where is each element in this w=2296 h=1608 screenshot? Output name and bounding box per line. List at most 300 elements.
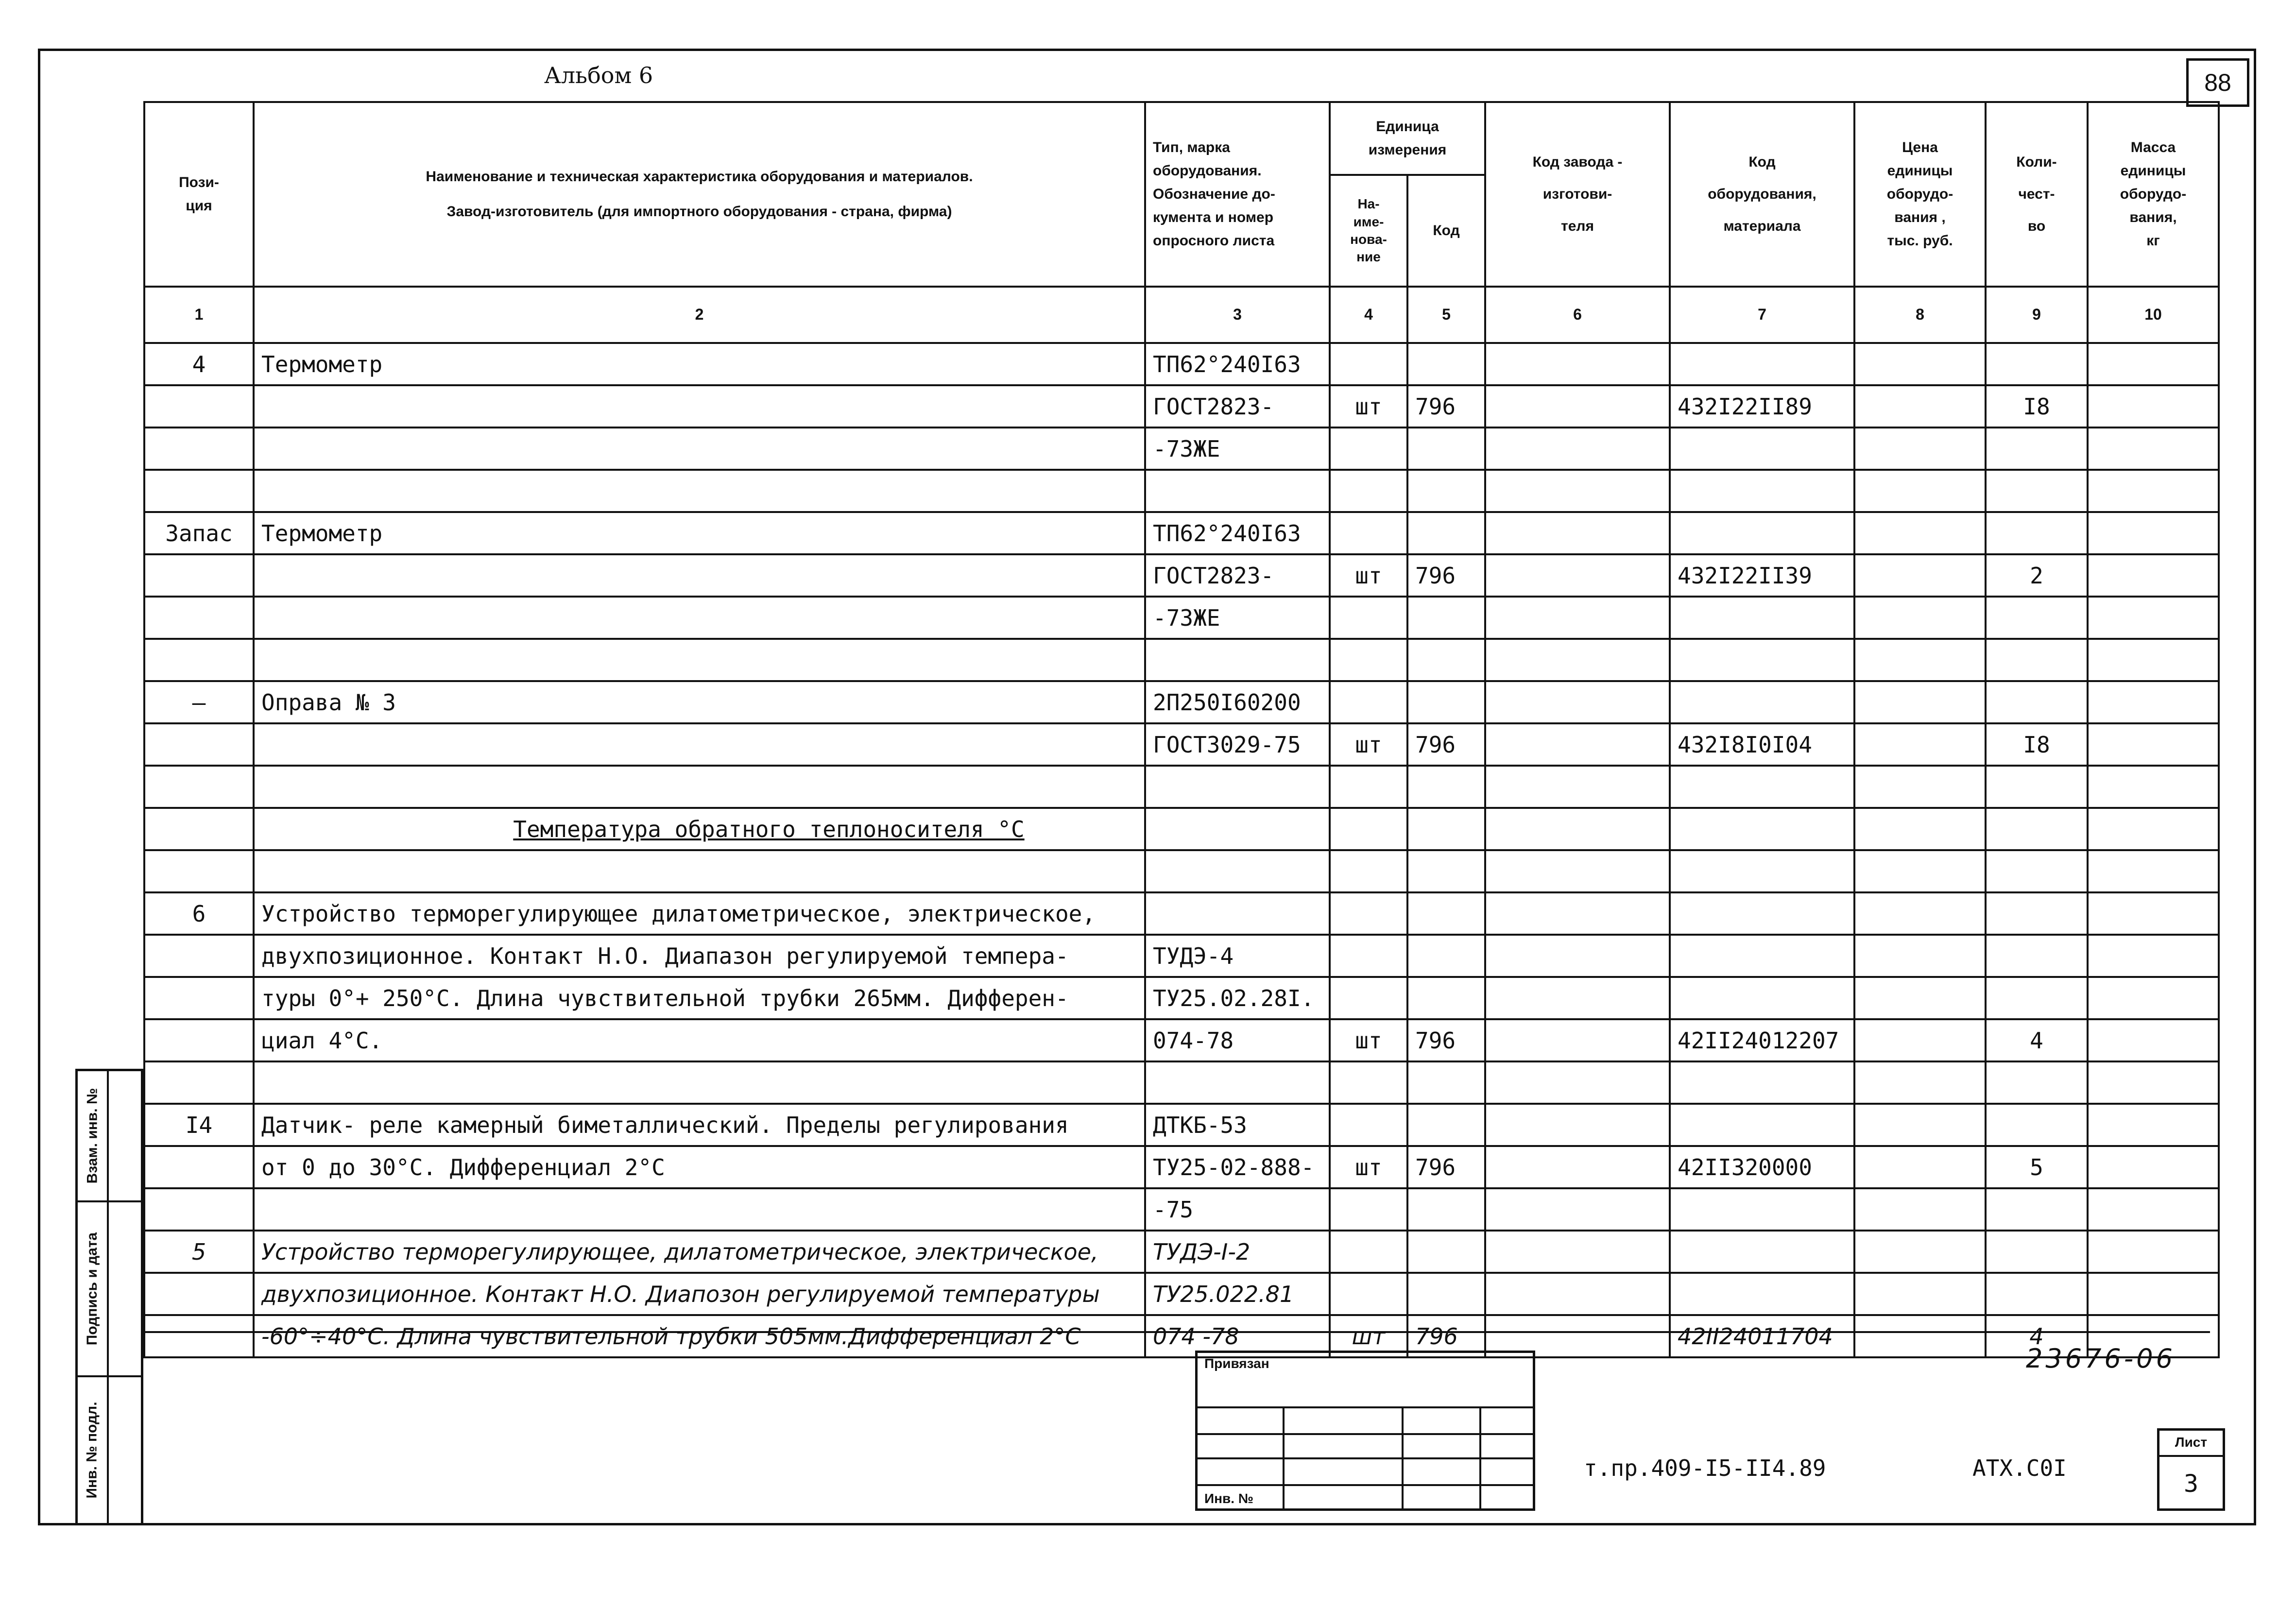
cell-pos <box>144 850 254 892</box>
cell-factory <box>1485 808 1670 850</box>
cell-mass <box>2088 1061 2219 1104</box>
cell-code <box>1407 512 1485 554</box>
cell-factory <box>1485 385 1670 428</box>
cell-code <box>1407 1231 1485 1273</box>
sheet-label: Лист <box>2159 1431 2223 1457</box>
col-number: 4 <box>1330 287 1407 343</box>
cell-equip: 432I22II89 <box>1670 385 1854 428</box>
cell-code <box>1407 850 1485 892</box>
cell-name: Датчик- реле камерный биметаллический. Пределы регулирования <box>254 1104 1145 1146</box>
stamp-line <box>1198 1457 1533 1459</box>
cell-name <box>254 723 1145 766</box>
cell-price <box>1854 1231 1986 1273</box>
cell-qty <box>1986 343 2088 385</box>
stamp-line <box>1198 1484 1533 1486</box>
cell-unit <box>1330 850 1407 892</box>
header-unit-name: На- име- нова- ние <box>1330 175 1407 287</box>
cell-name <box>254 554 1145 597</box>
cell-code: 796 <box>1407 554 1485 597</box>
cell-price <box>1854 512 1986 554</box>
cell-qty: I8 <box>1986 385 2088 428</box>
cell-equip <box>1670 639 1854 681</box>
cell-mass <box>2088 554 2219 597</box>
cell-equip <box>1670 343 1854 385</box>
header-equipment-code: Код оборудования, материала <box>1670 102 1854 287</box>
cell-pos <box>144 808 254 850</box>
cell-mass <box>2088 428 2219 470</box>
cell-name: Устройство терморегулирующее, дилатометрическое, электрическое, <box>254 1231 1145 1273</box>
cell-qty <box>1986 1231 2088 1273</box>
col-number: 2 <box>254 287 1145 343</box>
cell-equip <box>1670 766 1854 808</box>
sheet-number: 3 <box>2183 1470 2199 1498</box>
table-row <box>144 850 2219 892</box>
cell-type: 2П250I60200 <box>1145 681 1330 723</box>
cell-equip: 432I8I0I04 <box>1670 723 1854 766</box>
cell-mass <box>2088 1104 2219 1146</box>
stamp-privyazan: Привязан <box>1204 1356 1269 1371</box>
cell-code <box>1407 977 1485 1019</box>
cell-qty <box>1986 512 2088 554</box>
cell-qty <box>1986 850 2088 892</box>
cell-mass <box>2088 597 2219 639</box>
header-price: Цена единицы оборудо- вания , тыс. руб. <box>1854 102 1986 287</box>
cell-qty <box>1986 935 2088 977</box>
cell-name: Температура обратного теплоносителя °C <box>254 808 1145 850</box>
cell-unit <box>1330 470 1407 512</box>
cell-qty <box>1986 808 2088 850</box>
cell-equip <box>1670 1273 1854 1315</box>
cell-factory <box>1485 343 1670 385</box>
cell-equip <box>1670 470 1854 512</box>
cell-code <box>1407 428 1485 470</box>
cell-price <box>1854 639 1986 681</box>
cell-code <box>1407 892 1485 935</box>
cell-price <box>1854 1146 1986 1188</box>
cell-pos: 6 <box>144 892 254 935</box>
cell-mass <box>2088 1188 2219 1231</box>
cell-name: двухпозиционное. Контакт Н.О. Диапазон регулируемой темпера- <box>254 935 1145 977</box>
cell-code: 796 <box>1407 1146 1485 1188</box>
cell-code: 796 <box>1407 723 1485 766</box>
table-row <box>144 1273 2219 1315</box>
header-unit-group: Единица измерения <box>1330 102 1485 175</box>
cell-pos <box>144 1315 254 1357</box>
album-title: Альбом 6 <box>544 62 653 88</box>
table-row <box>144 1061 2219 1104</box>
cell-pos <box>144 1273 254 1315</box>
table-body <box>144 343 2219 1357</box>
table-row <box>144 470 2219 512</box>
cell-qty <box>1986 681 2088 723</box>
cell-qty <box>1986 470 2088 512</box>
cell-factory <box>1485 428 1670 470</box>
cell-pos <box>144 428 254 470</box>
cell-mass <box>2088 639 2219 681</box>
cell-factory <box>1485 597 1670 639</box>
cell-price <box>1854 343 1986 385</box>
col-number: 1 <box>144 287 254 343</box>
cell-type: ГОСТ2823- <box>1145 385 1330 428</box>
header-quantity: Коли- чест- во <box>1986 102 2088 287</box>
cell-name <box>254 428 1145 470</box>
cell-mass <box>2088 681 2219 723</box>
cell-price <box>1854 892 1986 935</box>
cell-pos: 5 <box>144 1231 254 1273</box>
cell-equip: 42II24012207 <box>1670 1019 1854 1061</box>
cell-type: -73ЖЕ <box>1145 428 1330 470</box>
cell-price <box>1854 977 1986 1019</box>
cell-equip <box>1670 977 1854 1019</box>
cell-pos: – <box>144 681 254 723</box>
cell-code <box>1407 681 1485 723</box>
cell-factory <box>1485 470 1670 512</box>
cell-factory <box>1485 935 1670 977</box>
cell-pos <box>144 935 254 977</box>
table-row <box>144 1104 2219 1146</box>
cell-pos <box>144 1146 254 1188</box>
header-position: Пози- ция <box>144 102 254 287</box>
stamp-line <box>1402 1406 1404 1511</box>
cell-code <box>1407 470 1485 512</box>
cell-name: -60°÷40°С. Длина чувствительной трубки 505мм.Дифференциал 2°С <box>254 1315 1145 1357</box>
cell-type <box>1145 639 1330 681</box>
cell-unit: шт <box>1330 554 1407 597</box>
cell-price <box>1854 428 1986 470</box>
side-stamp-strip <box>75 1069 143 1525</box>
cell-name: циал 4°С. <box>254 1019 1145 1061</box>
side-label-inv-vzam: Взам. инв. № <box>84 1088 101 1184</box>
cell-qty <box>1986 1273 2088 1315</box>
cell-code: 796 <box>1407 1019 1485 1061</box>
cell-mass <box>2088 850 2219 892</box>
cell-equip <box>1670 428 1854 470</box>
stamp-line <box>1198 1433 1533 1435</box>
cell-factory <box>1485 892 1670 935</box>
side-cell-sign-date <box>78 1202 141 1377</box>
stamp-inv-no: Инв. № <box>1204 1491 1254 1506</box>
header-factory-code: Код завода - изготови- теля <box>1485 102 1670 287</box>
cell-factory <box>1485 1231 1670 1273</box>
cell-code: 796 <box>1407 1315 1485 1357</box>
stamp-line <box>1198 1406 1533 1408</box>
cell-unit <box>1330 639 1407 681</box>
cell-factory <box>1485 1019 1670 1061</box>
cell-mass <box>2088 723 2219 766</box>
cell-unit <box>1330 1273 1407 1315</box>
cell-type: 074 -78 <box>1145 1315 1330 1357</box>
cell-unit <box>1330 681 1407 723</box>
cell-type: ТУДЭ-I-2 <box>1145 1231 1330 1273</box>
bottom-block-line <box>143 1331 2210 1333</box>
sheet-box <box>2157 1428 2225 1511</box>
cell-name <box>254 385 1145 428</box>
cell-unit: шт <box>1330 1019 1407 1061</box>
cell-equip <box>1670 1104 1854 1146</box>
cell-code <box>1407 766 1485 808</box>
cell-price <box>1854 1273 1986 1315</box>
table-row <box>144 723 2219 766</box>
col-number: 8 <box>1854 287 1986 343</box>
drawing-number: 23676-06 <box>2026 1343 2176 1374</box>
cell-unit <box>1330 808 1407 850</box>
table-row <box>144 1019 2219 1061</box>
cell-type: ГОСТ3029-75 <box>1145 723 1330 766</box>
cell-qty: 5 <box>1986 1146 2088 1188</box>
side-label-sign-date: Подпись и дата <box>84 1232 101 1346</box>
side-cell-inv-podl <box>78 1377 141 1523</box>
cell-equip: 42II24011704 <box>1670 1315 1854 1357</box>
cell-unit <box>1330 1061 1407 1104</box>
table-row <box>144 1315 2219 1357</box>
cell-code <box>1407 639 1485 681</box>
binding-stamp <box>1195 1351 1535 1511</box>
table-row <box>144 554 2219 597</box>
cell-factory <box>1485 639 1670 681</box>
cell-name <box>254 1188 1145 1231</box>
cell-name <box>254 1061 1145 1104</box>
col-number: 10 <box>2088 287 2219 343</box>
cell-unit <box>1330 892 1407 935</box>
cell-unit <box>1330 597 1407 639</box>
cell-unit <box>1330 343 1407 385</box>
cell-pos <box>144 977 254 1019</box>
cell-mass <box>2088 1273 2219 1315</box>
cell-price <box>1854 1019 1986 1061</box>
cell-name: туры 0°+ 250°С. Длина чувствительной трубки 265мм. Дифферен- <box>254 977 1145 1019</box>
cell-factory <box>1485 554 1670 597</box>
cell-mass <box>2088 1146 2219 1188</box>
cell-equip <box>1670 892 1854 935</box>
cell-qty <box>1986 428 2088 470</box>
cell-qty <box>1986 639 2088 681</box>
cell-mass <box>2088 1019 2219 1061</box>
cell-type: ТУ25.02.28I. <box>1145 977 1330 1019</box>
stamp-line <box>1479 1406 1481 1511</box>
cell-pos <box>144 766 254 808</box>
cell-pos <box>144 385 254 428</box>
table-row <box>144 428 2219 470</box>
cell-price <box>1854 385 1986 428</box>
table-row <box>144 681 2219 723</box>
cell-pos: I4 <box>144 1104 254 1146</box>
cell-unit: шт <box>1330 1146 1407 1188</box>
cell-pos <box>144 1061 254 1104</box>
cell-pos <box>144 723 254 766</box>
table-row <box>144 512 2219 554</box>
document-code: т.пр.409-I5-II4.89 <box>1584 1455 1826 1481</box>
cell-equip: 432I22II39 <box>1670 554 1854 597</box>
cell-pos <box>144 1188 254 1231</box>
cell-unit <box>1330 512 1407 554</box>
cell-type: ТП62°240I63 <box>1145 343 1330 385</box>
cell-unit <box>1330 766 1407 808</box>
cell-code <box>1407 597 1485 639</box>
header-mass: Масса единицы оборудо- вания, кг <box>2088 102 2219 287</box>
cell-pos <box>144 597 254 639</box>
cell-name <box>254 639 1145 681</box>
cell-price <box>1854 723 1986 766</box>
cell-equip <box>1670 808 1854 850</box>
cell-mass <box>2088 977 2219 1019</box>
cell-qty <box>1986 1104 2088 1146</box>
col-number: 9 <box>1986 287 2088 343</box>
header-type: Тип, марка оборудования. Обозначение до- кумента и номер опросного листа <box>1145 102 1330 287</box>
table-row <box>144 935 2219 977</box>
table-row <box>144 977 2219 1019</box>
cell-mass <box>2088 1231 2219 1273</box>
cell-factory <box>1485 766 1670 808</box>
cell-type: ТУДЭ-4 <box>1145 935 1330 977</box>
cell-factory <box>1485 681 1670 723</box>
table-row <box>144 766 2219 808</box>
cell-price <box>1854 1188 1986 1231</box>
cell-type: ТУ25-02-888- <box>1145 1146 1330 1188</box>
cell-price <box>1854 597 1986 639</box>
cell-pos: Запас <box>144 512 254 554</box>
cell-factory <box>1485 1061 1670 1104</box>
cell-name <box>254 766 1145 808</box>
cell-mass <box>2088 808 2219 850</box>
cell-type <box>1145 808 1330 850</box>
cell-qty: I8 <box>1986 723 2088 766</box>
cell-equip <box>1670 597 1854 639</box>
table-row <box>144 597 2219 639</box>
table-row <box>144 343 2219 385</box>
header-unit-code: Код <box>1407 175 1485 287</box>
cell-name: Термометр <box>254 343 1145 385</box>
cell-code <box>1407 935 1485 977</box>
cell-code <box>1407 1273 1485 1315</box>
cell-mass <box>2088 512 2219 554</box>
cell-price <box>1854 554 1986 597</box>
cell-unit: шт <box>1330 385 1407 428</box>
cell-type: -75 <box>1145 1188 1330 1231</box>
side-label-inv-podl: Инв. № подл. <box>84 1402 100 1499</box>
cell-pos <box>144 470 254 512</box>
cell-equip: 42II320000 <box>1670 1146 1854 1188</box>
cell-unit <box>1330 428 1407 470</box>
table-row <box>144 1188 2219 1231</box>
cell-mass <box>2088 892 2219 935</box>
cell-mass <box>2088 343 2219 385</box>
cell-code <box>1407 808 1485 850</box>
cell-type <box>1145 470 1330 512</box>
stamp-line <box>1283 1406 1285 1511</box>
col-number: 6 <box>1485 287 1670 343</box>
cell-type <box>1145 850 1330 892</box>
cell-name: от 0 до 30°С. Дифференциал 2°С <box>254 1146 1145 1188</box>
col-number: 7 <box>1670 287 1854 343</box>
cell-equip <box>1670 512 1854 554</box>
cell-price <box>1854 935 1986 977</box>
cell-mass <box>2088 470 2219 512</box>
cell-qty <box>1986 766 2088 808</box>
cell-qty <box>1986 977 2088 1019</box>
cell-pos <box>144 1019 254 1061</box>
cell-factory <box>1485 850 1670 892</box>
cell-price <box>1854 766 1986 808</box>
cell-name <box>254 470 1145 512</box>
cell-code <box>1407 1061 1485 1104</box>
specification-table <box>143 101 2220 1358</box>
cell-name <box>254 597 1145 639</box>
cell-code <box>1407 1104 1485 1146</box>
cell-qty <box>1986 597 2088 639</box>
cell-factory <box>1485 977 1670 1019</box>
cell-type: ТП62°240I63 <box>1145 512 1330 554</box>
cell-type <box>1145 892 1330 935</box>
cell-equip <box>1670 681 1854 723</box>
col-number: 3 <box>1145 287 1330 343</box>
cell-type <box>1145 1061 1330 1104</box>
table-row <box>144 385 2219 428</box>
cell-unit <box>1330 1104 1407 1146</box>
cell-type: ТУ25.022.81 <box>1145 1273 1330 1315</box>
cell-code <box>1407 343 1485 385</box>
cell-equip <box>1670 1061 1854 1104</box>
cell-name: двухпозиционное. Контакт Н.О. Диапозон регулируемой температуры <box>254 1273 1145 1315</box>
cell-factory <box>1485 723 1670 766</box>
cell-qty: 4 <box>1986 1019 2088 1061</box>
cell-type: -73ЖЕ <box>1145 597 1330 639</box>
table-row <box>144 808 2219 850</box>
cell-qty <box>1986 1061 2088 1104</box>
cell-mass <box>2088 766 2219 808</box>
cell-mass <box>2088 935 2219 977</box>
cell-factory <box>1485 1104 1670 1146</box>
cell-factory <box>1485 1273 1670 1315</box>
cell-price <box>1854 1061 1986 1104</box>
table-row <box>144 892 2219 935</box>
cell-price <box>1854 808 1986 850</box>
cell-name: Оправа № 3 <box>254 681 1145 723</box>
cell-qty <box>1986 892 2088 935</box>
table-row <box>144 1231 2219 1273</box>
cell-type: 074-78 <box>1145 1019 1330 1061</box>
cell-qty: 2 <box>1986 554 2088 597</box>
col-number: 5 <box>1407 287 1485 343</box>
cell-price <box>1854 850 1986 892</box>
table-row <box>144 1146 2219 1188</box>
cell-price <box>1854 1315 1986 1357</box>
cell-type: ДТКБ-53 <box>1145 1104 1330 1146</box>
atx-code: АТХ.С0I <box>1972 1455 2067 1481</box>
cell-factory <box>1485 512 1670 554</box>
cell-unit: шт <box>1330 1315 1407 1357</box>
table-row <box>144 639 2219 681</box>
cell-price <box>1854 681 1986 723</box>
cell-mass <box>2088 385 2219 428</box>
header-name: Наименование и техническая характеристика оборудования и материалов. Завод-изготовитель (для импортного оборудования - страна, фирма) <box>254 102 1145 287</box>
cell-equip <box>1670 1188 1854 1231</box>
cell-name: Термометр <box>254 512 1145 554</box>
cell-qty: 4 <box>1986 1315 2088 1357</box>
cell-price <box>1854 1104 1986 1146</box>
cell-code <box>1407 1188 1485 1231</box>
cell-unit <box>1330 1188 1407 1231</box>
cell-factory <box>1485 1146 1670 1188</box>
cell-unit: шт <box>1330 723 1407 766</box>
cell-type <box>1145 766 1330 808</box>
cell-name: Устройство терморегулирующее дилатометрическое, электрическое, <box>254 892 1145 935</box>
cell-unit <box>1330 935 1407 977</box>
side-cell-inv-vzam <box>78 1071 141 1202</box>
cell-equip <box>1670 850 1854 892</box>
cell-pos <box>144 639 254 681</box>
cell-price <box>1854 470 1986 512</box>
cell-unit <box>1330 977 1407 1019</box>
